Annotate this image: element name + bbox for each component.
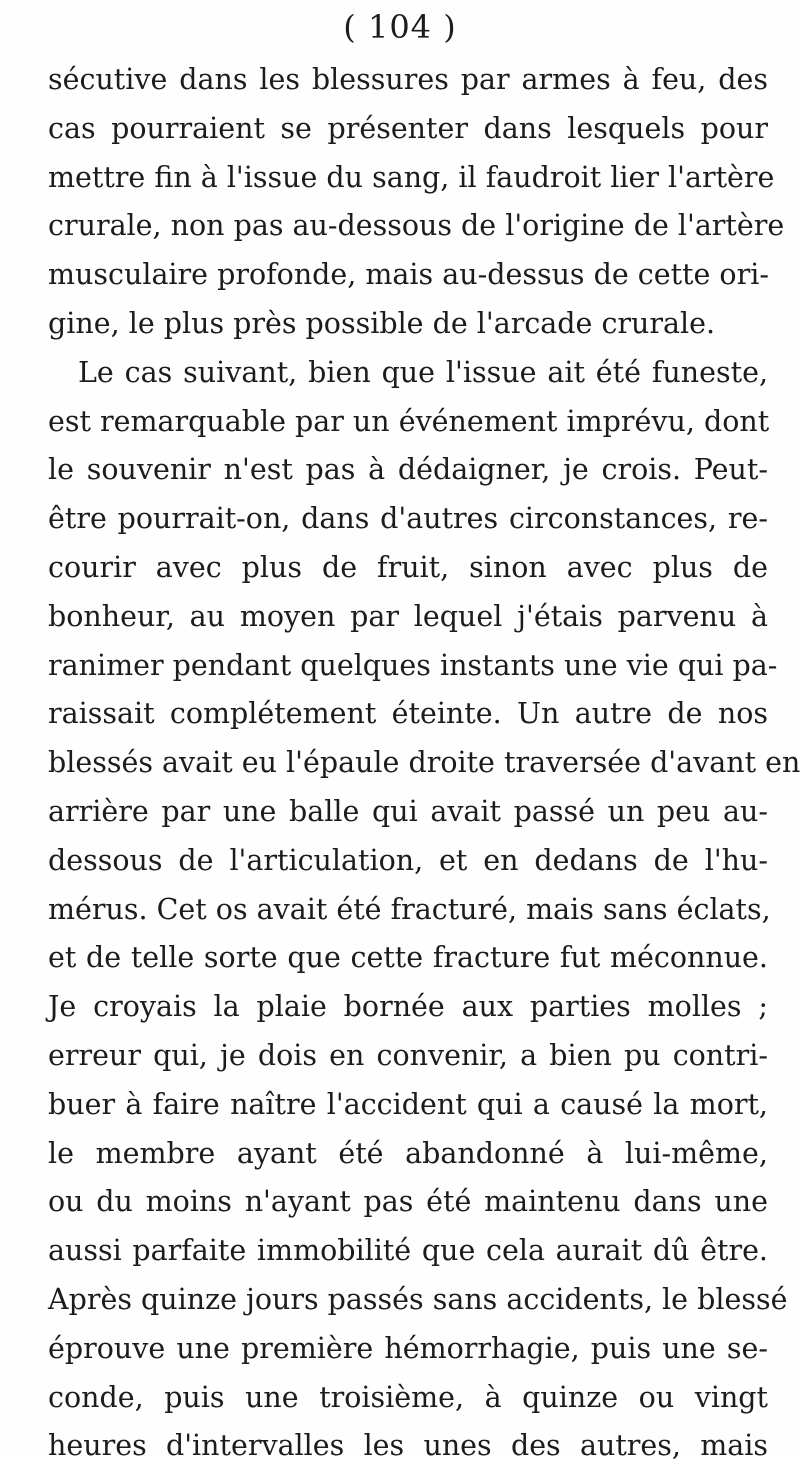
text-line: arrière par une balle qui avait passé un peu au-: [48, 794, 768, 828]
text-line: être pourrait-on, dans d'autres circonstances, re-: [48, 502, 768, 536]
text-line: raissait complétement éteinte. Un autre de nos: [48, 697, 768, 731]
page-number: ( 104 ): [343, 8, 457, 46]
text-line: le souvenir n'est pas à dédaigner, je crois. Peut-: [48, 453, 768, 487]
text-line: erreur qui, je dois en convenir, a bien pu contri-: [48, 1038, 768, 1072]
text-line: ranimer pendant quelques instants une vie qui pa-: [48, 648, 778, 682]
text-line: cas pourraient se présenter dans lesquels pour: [48, 111, 768, 145]
text-line: sécutive dans les blessures par armes à feu, des: [48, 63, 768, 96]
text-line: conde, puis une troisième, à quinze ou vingt: [48, 1380, 768, 1414]
text-line: Après quinze jours passés sans accidents, le blessé: [48, 1282, 788, 1316]
text-line: ou du moins n'ayant pas été maintenu dans une: [48, 1185, 768, 1219]
text-line: éprouve une première hémorrhagie, puis une se-: [48, 1331, 768, 1365]
text-line: heures d'intervalles les unes des autres, mais: [48, 1429, 768, 1463]
text-line-paragraph-start: Le cas suivant, bien que l'issue ait été funeste,: [78, 355, 768, 389]
text-line: et de telle sorte que cette fracture fut méconnue.: [48, 941, 768, 975]
text-line: aussi parfaite immobilité que cela aurait dû être.: [48, 1234, 768, 1268]
text-line: Je croyais la plaie bornée aux parties molles ;: [48, 990, 768, 1024]
text-line: bonheur, au moyen par lequel j'étais parvenu à: [48, 599, 768, 633]
text-line: musculaire profonde, mais au-dessus de cette ori-: [48, 258, 769, 292]
text-line: dessous de l'articulation, et en dedans de l'hu-: [48, 843, 768, 877]
text-line: crurale, non pas au-dessous de l'origine de l'artère: [48, 209, 785, 243]
text-line: mettre fin à l'issue du sang, il faudroit lier l'artère: [48, 160, 775, 194]
text-line: courir avec plus de fruit, sinon avec plus de: [48, 550, 768, 584]
text-line: buer à faire naître l'accident qui a causé la mort,: [48, 1087, 768, 1121]
text-line: mérus. Cet os avait été fracturé, mais sans éclats,: [48, 892, 771, 926]
text-line: blessés avait eu l'épaule droite traversée d'avant en: [48, 746, 800, 780]
text-line: le membre ayant été abandonné à lui-même,: [48, 1136, 768, 1170]
text-line: est remarquable par un événement imprévu, dont: [48, 404, 770, 438]
text-line-paragraph-end: gine, le plus près possible de l'arcade crurale.: [48, 306, 716, 340]
body-text: [48, 56, 800, 1471]
